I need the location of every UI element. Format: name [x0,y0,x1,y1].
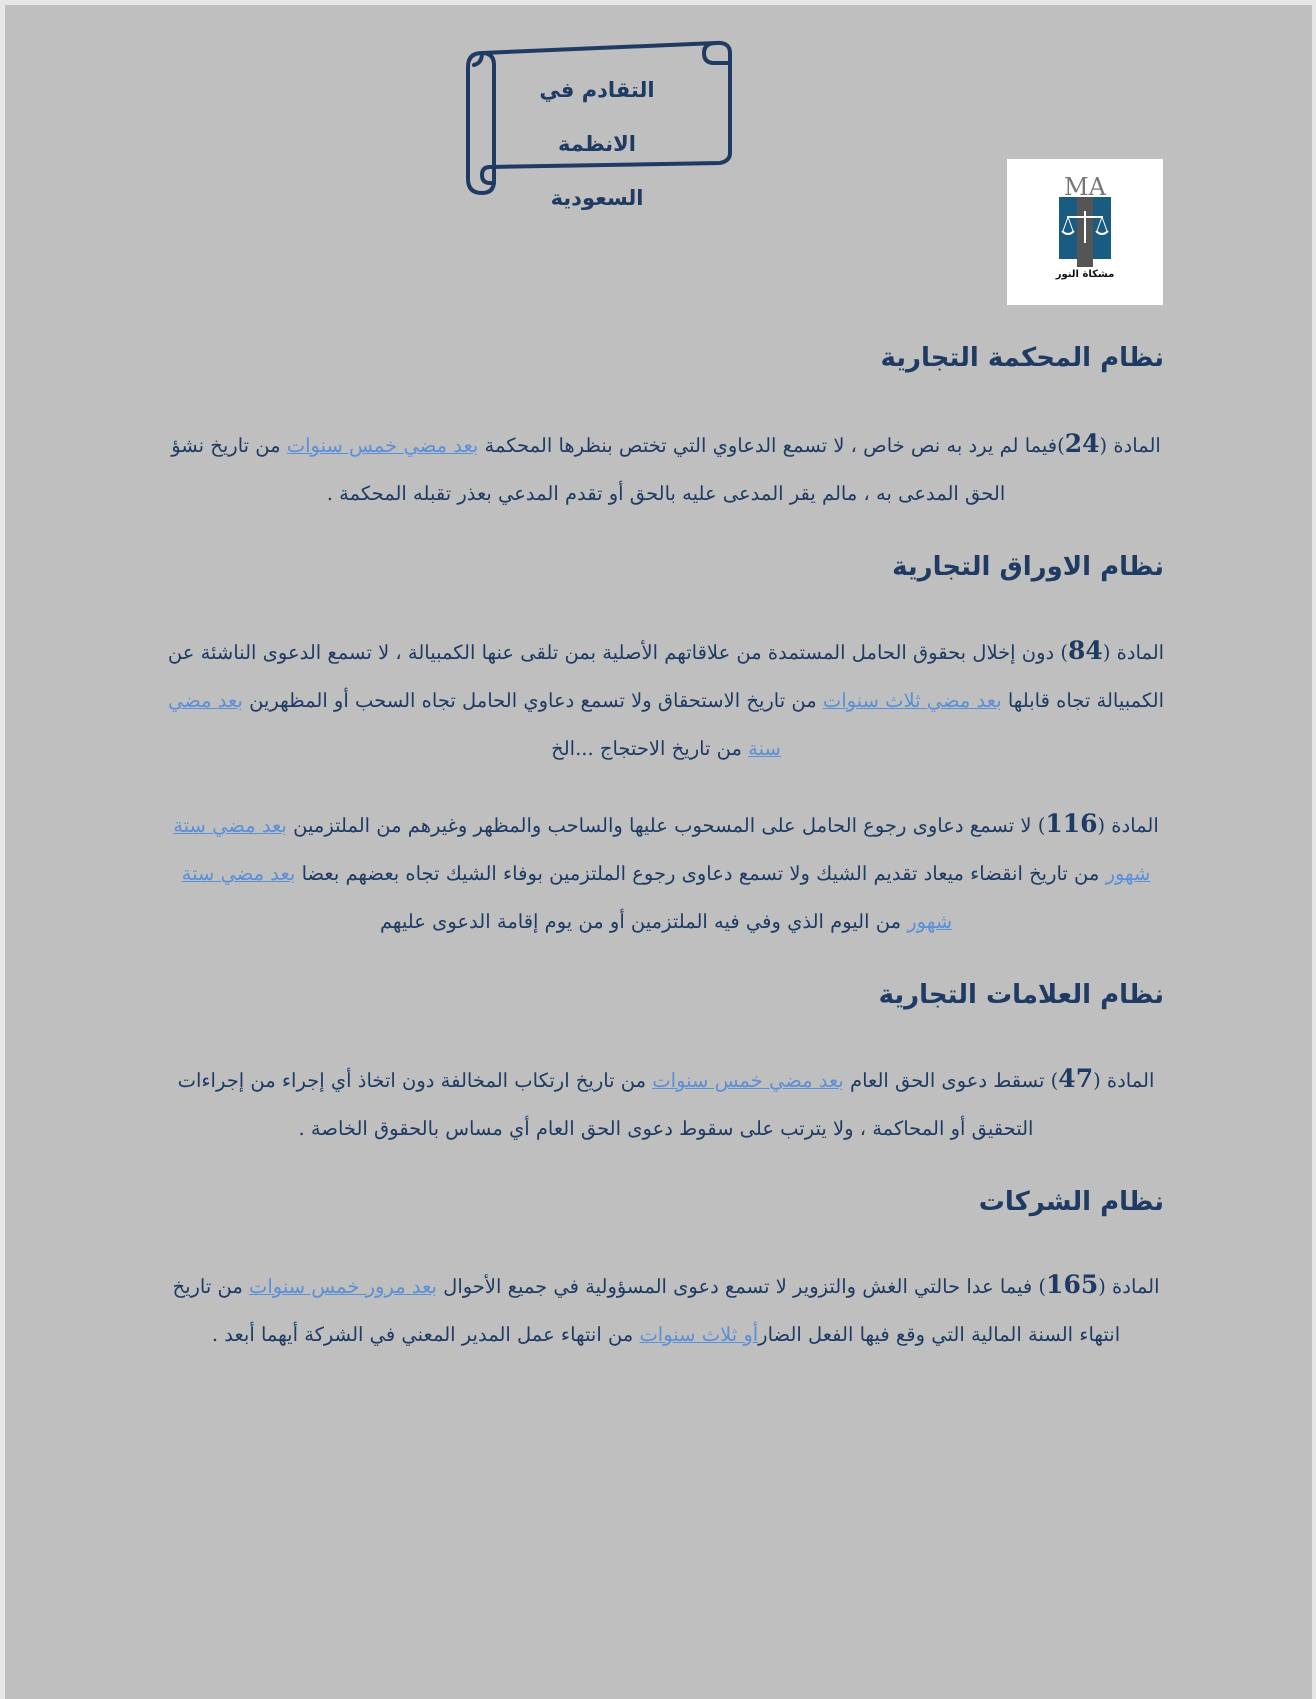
article-text: من تاريخ الاحتجاج ...الخ [551,737,749,760]
article-prefix: المادة ( [1102,641,1165,664]
article-text: ) تسقط دعوى الحق العام [843,1069,1059,1092]
article-text: من اليوم الذي وفي فيه الملتزمين أو من يوم إقامة الدعوى عليهم [379,910,908,933]
section-heading-commercial-papers: نظام الاوراق التجارية [892,552,1164,582]
article-text: من تاريخ نشؤ الحق المدعى به ، مالم يقر المدعى عليه بالحق أو تقدم المدعي بعذر تقبله المحكمة . [171,434,1006,505]
limitation-period-link[interactable]: أو ثلاث سنوات [639,1323,759,1346]
article-24-paragraph [160,420,1172,518]
logo-caption: مشكاة النور [1055,269,1115,280]
section-heading-trademarks: نظام العلامات التجارية [878,980,1164,1010]
article-prefix: المادة ( [1097,814,1159,837]
document-page [5,5,1312,1699]
article-text: )فيما لم يرد به نص خاص ، لا تسمع الدعاوي التي تختص بنظرها المحكمة [478,434,1065,457]
title-line-1: التقادم في الانظمة [539,78,655,156]
article-47-paragraph [160,1055,1172,1153]
limitation-period-link[interactable]: بعد مضي ستة شهور [173,814,1151,885]
article-text: ) دون إخلال بحقوق الحامل المستمدة من علاقاتهم الأصلية بمن تلقى عنها الكمبيالة ، لا تسمع الدعوى الناشئة عن الكمبيالة تجاه قابلها [167,641,1164,712]
article-text: ) لا تسمع دعاوى رجوع الحامل على المسحوب عليها والساحب والمظهر وغيرهم من الملتزمين [286,814,1046,837]
article-165-paragraph [160,1261,1172,1359]
limitation-period-link[interactable]: بعد مضي ثلاث سنوات [822,689,1002,712]
article-prefix: المادة ( [1093,1069,1155,1092]
article-prefix: المادة ( [1098,1275,1160,1298]
article-text: ) فيما عدا حالتي الغش والتزوير لا تسمع دعوى المسؤولية في جميع الأحوال [436,1275,1047,1298]
article-prefix: المادة ( [1099,434,1161,457]
title-line-2: السعودية [550,186,644,210]
article-number: 165 [1046,1270,1099,1299]
article-116-paragraph [160,800,1172,946]
article-text: من انتهاء عمل المدير المعني في الشركة أيهما أبعد . [211,1323,640,1346]
limitation-period-link[interactable]: بعد مضي خمس سنوات [286,434,479,457]
article-number: 24 [1064,429,1100,458]
scales-of-justice-logo-icon [1007,159,1163,305]
article-84-paragraph [160,627,1172,773]
section-heading-companies: نظام الشركات [978,1187,1164,1217]
section-heading-commercial-court: نظام المحكمة التجارية [880,343,1164,373]
article-text: من تاريخ ارتكاب المخالفة دون اتخاذ أي إجراء من إجراءات التحقيق أو المحاكمة ، ولا يترتب على سقوط دعوى الحق العام أي مساس بالحقوق الخاصة . [177,1069,1034,1140]
document-title [512,63,682,225]
title-scroll-banner [452,25,742,210]
limitation-period-link[interactable]: بعد مضي خمس سنوات [652,1069,844,1092]
article-text: من تاريخ انقضاء ميعاد تقديم الشيك ولا تسمع دعاوى رجوع الملتزمين بوفاء الشيك تجاه بعضهم بعضا [295,862,1106,885]
limitation-period-link[interactable]: بعد مرور خمس سنوات [248,1275,437,1298]
limitation-period-link[interactable]: بعد مضي سنة [168,689,781,760]
limitation-period-link[interactable]: بعد مضي ستة شهور [181,862,953,933]
article-number: 47 [1058,1064,1094,1093]
article-text: من تاريخ الاستحقاق ولا تسمع دعاوي الحامل تجاه السحب أو المظهرين [242,689,823,712]
logo-monogram: MA [1064,173,1106,201]
article-text: من تاريخ انتهاء السنة المالية التي وقع فيها الفعل الضار [172,1275,1121,1346]
article-number: 84 [1068,636,1103,665]
firm-logo [1007,159,1163,305]
article-number: 116 [1045,809,1098,838]
